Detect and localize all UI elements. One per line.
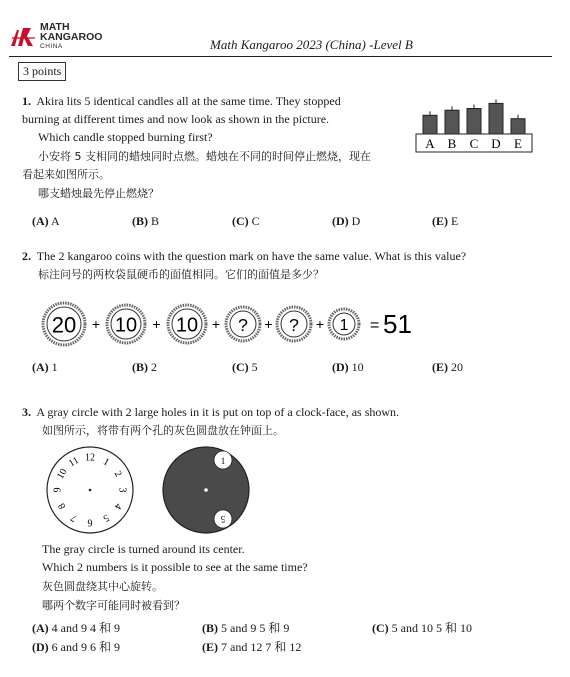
coin-0-value: 20 bbox=[51, 312, 77, 338]
gray-disc-figure bbox=[160, 444, 252, 536]
q1-cn-line2: 看起来如图所示。 bbox=[22, 168, 110, 181]
candle-label-a: A bbox=[425, 136, 435, 151]
clock-number-9: 9 bbox=[52, 487, 64, 493]
disc-center-dot bbox=[204, 488, 208, 492]
q1-option-e[interactable]: (E) E bbox=[432, 214, 459, 228]
q1-question: Which candle stopped burning first? bbox=[38, 130, 213, 144]
candle-e bbox=[511, 119, 525, 134]
clock-number-3: 3 bbox=[116, 487, 128, 493]
plus-sign-3: + bbox=[264, 316, 273, 332]
q2-option-a[interactable]: (A) 1 bbox=[32, 360, 58, 374]
math-kangaroo-logo-icon bbox=[9, 24, 37, 48]
coin-2-value: 10 bbox=[175, 314, 199, 337]
candle-label-d: D bbox=[491, 136, 501, 151]
candle-a bbox=[423, 115, 437, 134]
plus-sign-1: + bbox=[152, 316, 161, 332]
q3-cn-line2: 灰色圆盘绕其中心旋转。 bbox=[42, 580, 163, 593]
hole-number-5: 5 bbox=[220, 514, 226, 524]
clock-number-2: 2 bbox=[111, 469, 124, 479]
section-label: 3 points bbox=[18, 62, 66, 81]
header-divider bbox=[9, 56, 552, 57]
q2-option-d[interactable]: (D) 10 bbox=[332, 360, 364, 374]
coin-5-value: 1 bbox=[339, 317, 349, 334]
q2-option-e[interactable]: (E) 20 bbox=[432, 360, 463, 374]
q1-cn-line1: 小安将 5 支相同的蜡烛同时点燃。蜡烛在不同的时间停止燃烧，现在 bbox=[38, 150, 371, 163]
clock-number-1: 1 bbox=[101, 456, 111, 469]
candle-c bbox=[467, 109, 481, 135]
logo-text: MATH KANGAROO CHINA bbox=[40, 21, 103, 50]
q3-question: Which 2 numbers is it possible to see at the same time? bbox=[42, 560, 308, 574]
q3-option-d[interactable]: (D) 6 and 9 6 和 9 bbox=[32, 640, 120, 654]
q3-option-b[interactable]: (B) 5 and 9 5 和 9 bbox=[202, 621, 290, 635]
clock-face-figure bbox=[40, 444, 140, 536]
clock-number-4: 4 bbox=[111, 501, 124, 511]
clock-number-8: 8 bbox=[56, 501, 69, 511]
q3-cn-line1: 如图所示，将带有两个孔的灰色圆盘放在钟面上。 bbox=[42, 424, 284, 437]
q1-option-c[interactable]: (C) C bbox=[232, 214, 260, 228]
candle-label-e: E bbox=[514, 136, 522, 151]
clock-number-6: 6 bbox=[87, 516, 93, 528]
clock-number-5: 5 bbox=[101, 511, 111, 524]
q1-text-line1: 1. Akira lits 5 identical candles all at the same time. They stopped bbox=[22, 94, 341, 108]
clock-number-10: 10 bbox=[55, 466, 70, 482]
coin-3-value: ? bbox=[238, 314, 248, 335]
equals-sign: = bbox=[370, 317, 380, 334]
candle-d bbox=[489, 103, 503, 134]
q1-text-line2: burning at different times and now look as shown in the picture. bbox=[22, 112, 330, 126]
clock-number-12: 12 bbox=[85, 452, 95, 464]
q1-cn-question: 哪支蜡烛最先停止燃烧？ bbox=[38, 187, 159, 200]
page-header-title: Math Kangaroo 2023 (China) -Level B bbox=[210, 37, 413, 52]
q3-option-a[interactable]: (A) 4 and 9 4 和 9 bbox=[32, 621, 120, 635]
q2-text-line1: 2. The 2 kangaroo coins with the question mark on have the same value. What is this value? bbox=[22, 249, 467, 263]
clock-center-dot bbox=[89, 489, 92, 492]
q2-option-b[interactable]: (B) 2 bbox=[132, 360, 157, 374]
q3-cn-question: 哪两个数字可能同时被看到？ bbox=[42, 599, 185, 612]
clock-number-11: 11 bbox=[67, 455, 81, 470]
q1-option-b[interactable]: (B) B bbox=[132, 214, 160, 228]
coins-figure bbox=[40, 296, 420, 352]
q3-option-e[interactable]: (E) 7 and 12 7 和 12 bbox=[202, 640, 302, 654]
sum-result: 51 bbox=[383, 309, 412, 339]
q3-text-line2: The gray circle is turned around its center. bbox=[42, 542, 245, 556]
coin-1-value: 10 bbox=[114, 314, 138, 337]
q1-option-a[interactable]: (A) A bbox=[32, 214, 60, 228]
q3-text-line1: 3. A gray circle with 2 large holes in it is put on top of a clock-face, as shown. bbox=[22, 405, 400, 419]
q3-option-c[interactable]: (C) 5 and 10 5 和 10 bbox=[372, 621, 472, 635]
candle-b bbox=[445, 110, 459, 134]
plus-sign-4: + bbox=[315, 316, 325, 332]
hole-number-1: 1 bbox=[220, 456, 226, 466]
q2-option-c[interactable]: (C) 5 bbox=[232, 360, 258, 374]
plus-sign-0: + bbox=[91, 316, 101, 332]
plus-sign-2: + bbox=[211, 316, 221, 332]
coin-4-value: ? bbox=[289, 314, 299, 335]
clock-number-7: 7 bbox=[69, 511, 79, 524]
candle-label-c: C bbox=[469, 136, 479, 151]
candle-label-b: B bbox=[447, 136, 457, 151]
q2-cn-line1: 标注问号的两枚袋鼠硬币的面值相同。它们的面值是多少？ bbox=[38, 268, 324, 281]
q1-option-d[interactable]: (D) D bbox=[332, 214, 361, 228]
candles-figure bbox=[412, 94, 536, 156]
